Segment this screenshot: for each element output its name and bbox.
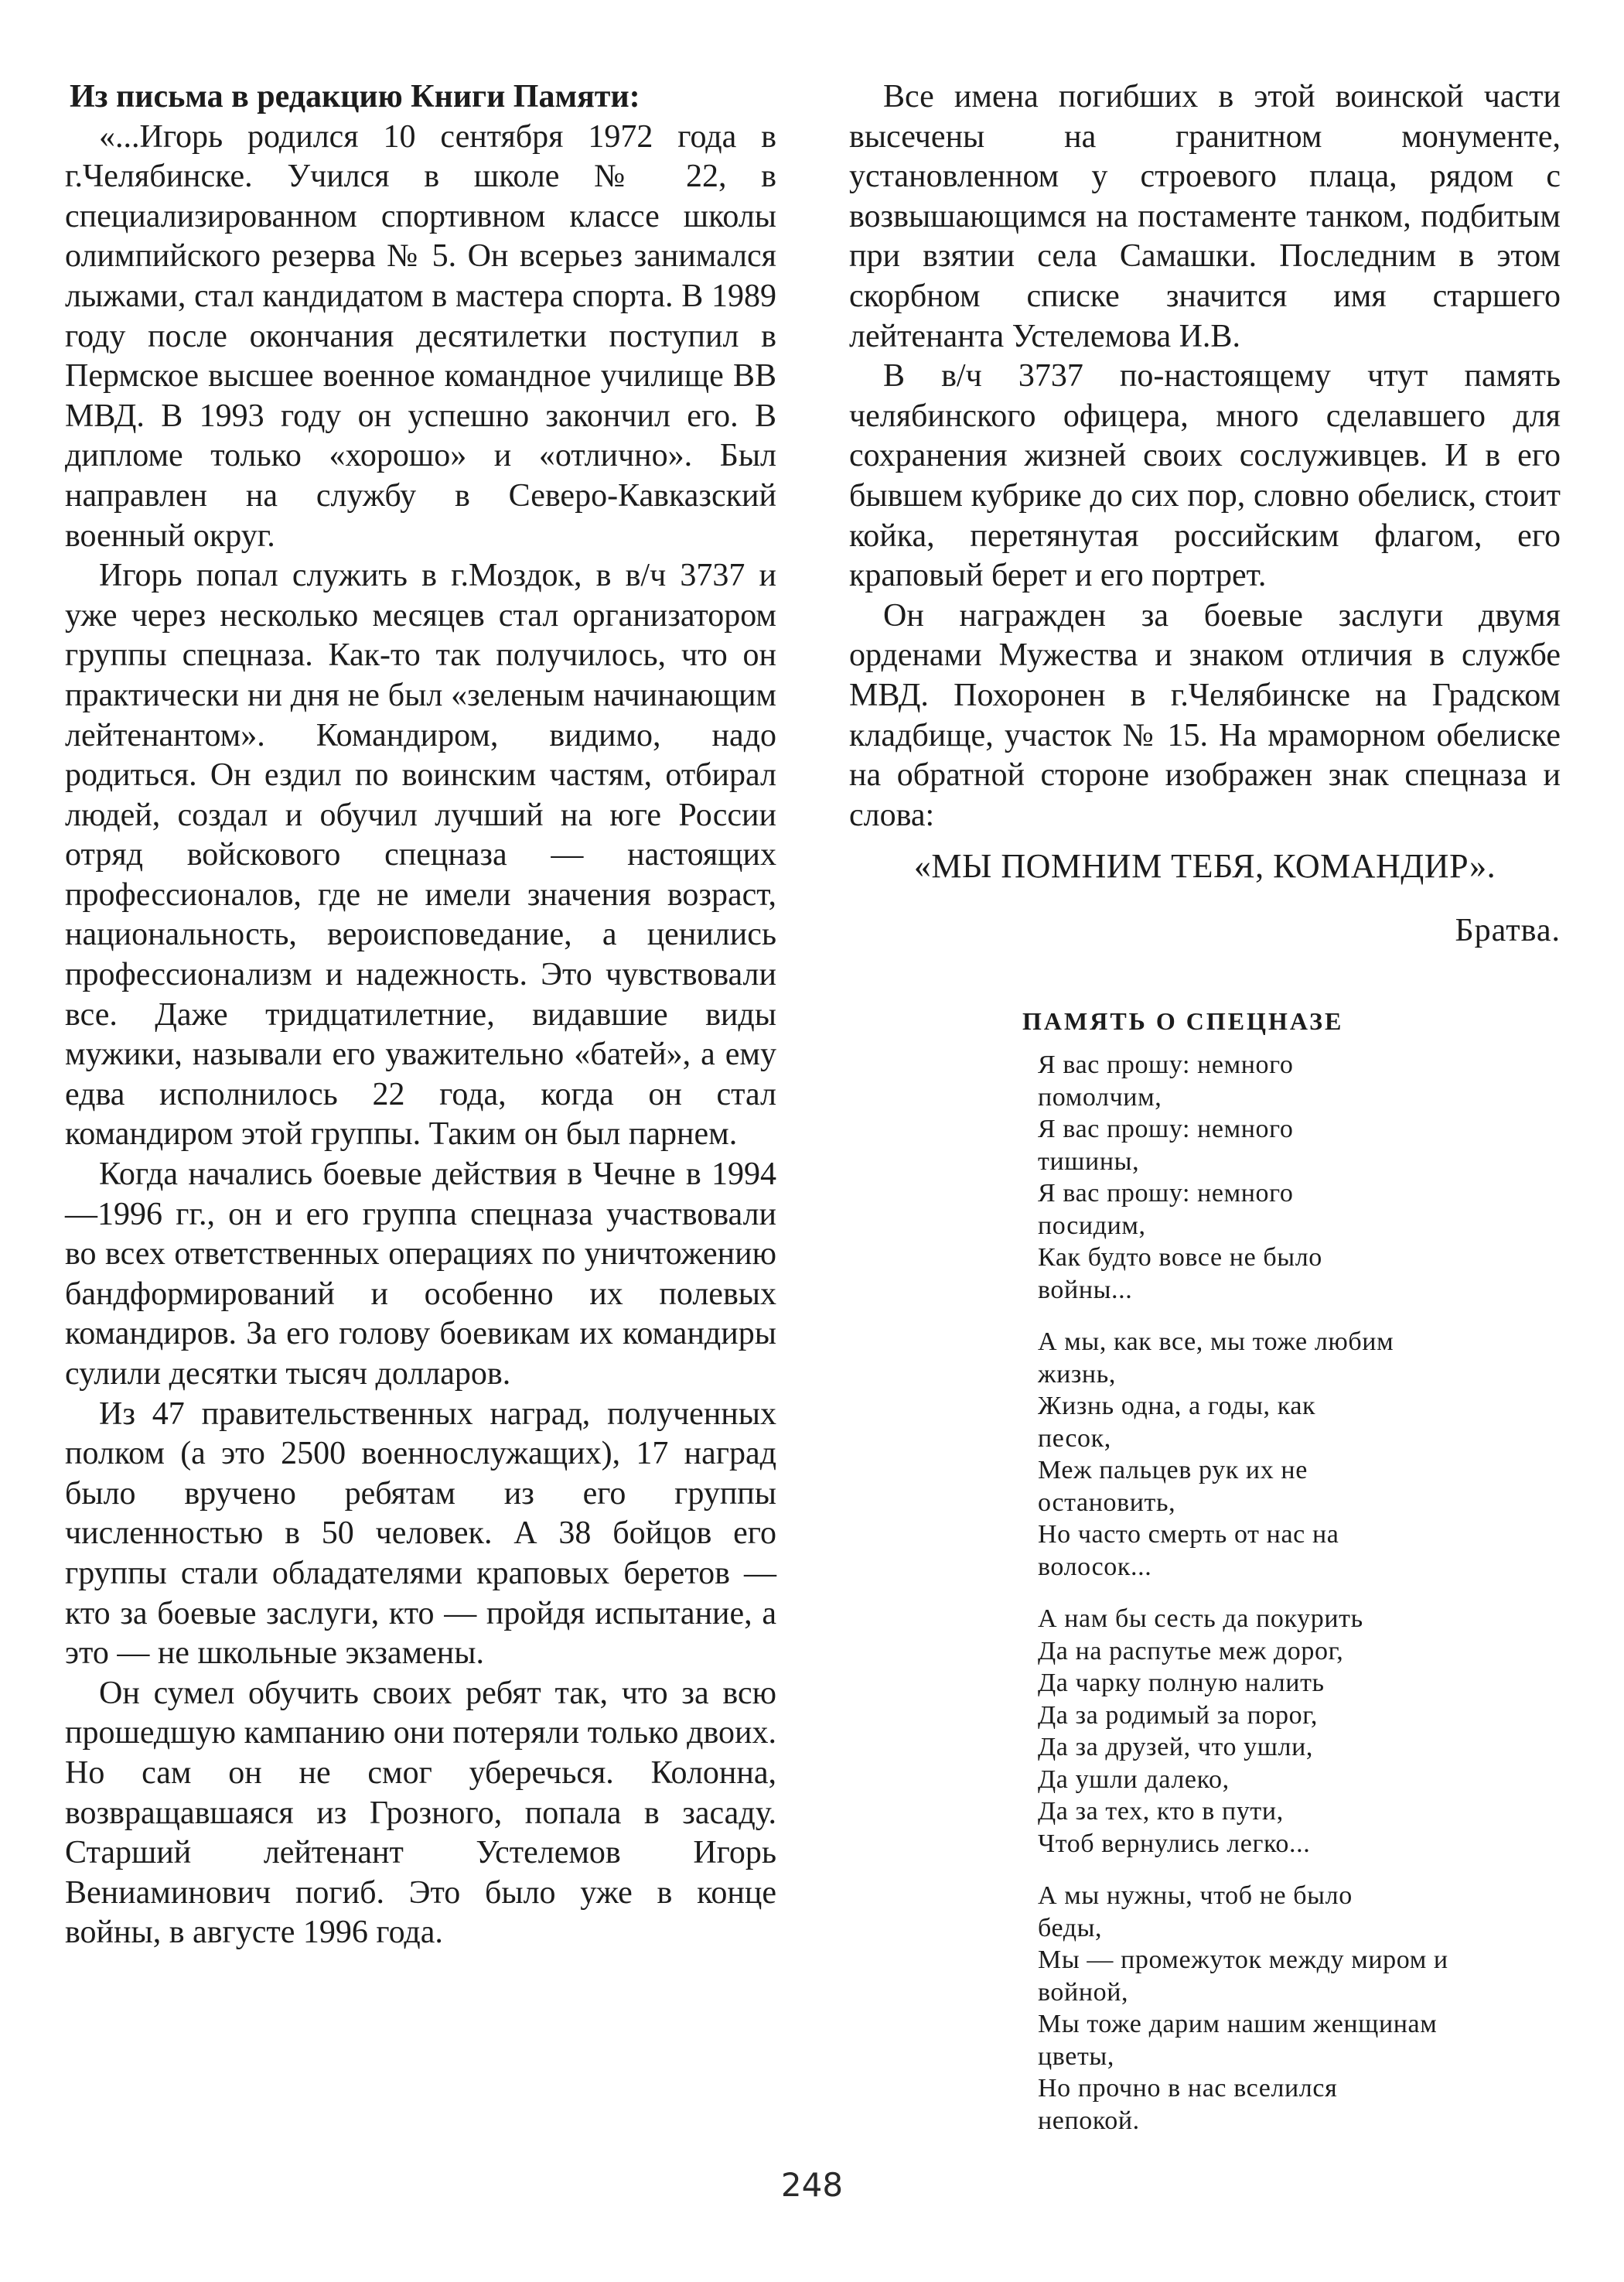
poem-line: цветы,	[1038, 2041, 1114, 2071]
poem-line: помолчим,	[1038, 1082, 1162, 1112]
poem-line: войной,	[1038, 1977, 1129, 2007]
page-number: 248	[780, 2166, 844, 2204]
poem-line: Но часто смерть от нас на	[1038, 1520, 1339, 1549]
poem-line: Мы тоже дарим нашим женщинам	[1038, 2010, 1438, 2038]
paragraph: Из 47 правительственных наград, полученных полком (а это 2500 военнослужащих), 17 наград было вручено ребятам из его группы численностью в 50 человек. А 38 бойцов его группы стали обладателями краповых беретов — кто за боевые заслуги, кто — пройдя испытание, а это — не школьные экзамены.	[65, 1396, 776, 1672]
poem-line: А мы нужны, чтоб не было	[1038, 1881, 1353, 1910]
paragraph: Он сумел обучить своих ребят так, что за всю прошедшую кампанию они потеряли только двоих. Но сам он не смог уберечься. Колонна, возвращавшаяся из Грозного, попала в засаду. Старший лейтенант Устелемов Игорь Вениаминович погиб. Это было уже в конце войны, в августе 1996 года.	[65, 1675, 776, 1951]
right-column	[849, 77, 1561, 950]
poem-line: А нам бы сесть да покурить	[1038, 1604, 1363, 1633]
obelisk-slogan: «МЫ ПОМНИМ ТЕБЯ, КОМАНДИР».	[913, 847, 1496, 886]
poem-line: Меж пальцев рук их не	[1038, 1456, 1308, 1484]
poem-line: волосок...	[1038, 1552, 1152, 1581]
paragraph: Игорь попал служить в г.Моздок, в в/ч 3737 и уже через несколько месяцев стал организатором группы спецназа. Как-то так получилось, что он практически ни дня не был «зеленым начинающим лейтенантом». Командиром, видимо, надо родиться. Он ездил по воинским частям, отбирал людей, создал и обучил лучший на юге России отряд войскового спецназа — настоящих профессионалов, где не имели значения возраст, национальность, вероисповедание, а ценились профессионализм и надежность. Это чувствовали все. Даже тридцатилетние, видавшие виды мужики, называли его уважительно «батей», а ему едва исполнилось 22 года, когда он стал командиром этой группы. Таким он был парнем.	[65, 558, 776, 1153]
poem-stanza	[1038, 1049, 1564, 1306]
poem-line: непокой.	[1038, 2106, 1140, 2135]
poem-line: Я вас прошу: немного	[1038, 1179, 1294, 1208]
paragraph: Все имена погибших в этой воинской части высечены на гранитном монументе, установленном у строевого плаца, рядом с возвышающимся на постаменте танком, подбитым при взятии села Самашки. Последним в этом скорбном списке значится имя старшего лейтенанта Устелемова И.В.	[849, 79, 1561, 354]
poem-line: Да чарку полную налить	[1038, 1669, 1325, 1697]
poem-line: войны...	[1038, 1275, 1133, 1304]
poem-stanza	[1038, 1603, 1564, 1860]
poem	[1022, 1006, 1564, 2157]
paragraph: «...Игорь родился 10 сентября 1972 года в г.Челябинске. Учился в школе № 22, в специализированном спортивном классе школы олимпийского резерва № 5. Он всерьез занимался лыжами, стал кандидатом в мастера спорта. В 1989 году после окончания десятилетки поступил в Пермское высшее военное командное училище ВВ МВД. В 1993 году он успешно закончил его. В дипломе только «хорошо» и «отлично». Был направлен на службу в Северо-Кавказский военный округ.	[65, 118, 776, 554]
poem-line: тишины,	[1038, 1146, 1140, 1176]
poem-line: жизнь,	[1038, 1359, 1116, 1389]
poem-stanza	[1038, 1326, 1564, 1583]
poem-line: Да за родимый за порог,	[1038, 1700, 1319, 1730]
poem-line: Чтоб вернулись легко...	[1038, 1829, 1311, 1858]
poem-line: беды,	[1038, 1913, 1103, 1942]
poem-line: посидим,	[1038, 1211, 1146, 1240]
paragraph: Он награжден за боевые заслуги двумя орденами Мужества и знаком отличия в службе МВД. Похоронен в г.Челябинске на Градском кладбище, участок № 15. На мраморном обелиске на обратной стороне изображен знак спецназа и слова:	[849, 597, 1561, 833]
letter-heading: Из письма в редакцию Книги Памяти:	[70, 79, 640, 114]
poem-line: Я вас прошу: немного	[1038, 1050, 1294, 1079]
poem-line: А мы, как все, мы тоже любим	[1038, 1327, 1394, 1356]
poem-line: Как будто вовсе не было	[1038, 1243, 1322, 1272]
poem-line: Да за друзей, что ушли,	[1038, 1733, 1314, 1761]
poem-line: остановить,	[1038, 1488, 1176, 1517]
poem-line: Мы — промежуток между миром и	[1038, 1946, 1448, 1974]
poem-line: Да на распутье меж дорог,	[1038, 1636, 1344, 1665]
paragraph: В в/ч 3737 по-настоящему чтут память челябинского офицера, много сделавшего для сохранения жизней своих сослуживцев. И в его бывшем кубрике до сих пор, словно обелиск, стоит койка, перетянутая российским флагом, его краповый берет и его портрет.	[849, 358, 1561, 594]
poem-line: Жизнь одна, а годы, как	[1038, 1392, 1316, 1420]
poem-line: Да ушли далеко,	[1038, 1764, 1230, 1794]
signature: Братва.	[1455, 913, 1561, 949]
poem-line: Но прочно в нас вселился	[1038, 2074, 1338, 2103]
poem-title: ПАМЯТЬ О СПЕЦНАЗЕ	[1022, 1007, 1344, 1035]
left-column	[65, 77, 776, 1953]
poem-line: Да за тех, кто в пути,	[1038, 1797, 1284, 1826]
paragraph: Когда начались боевые действия в Чечне в 1994—1996 гг., он и его группа спецназа участвовали во всех ответственных операциях по уничтожению бандформирований и особенно их полевых командиров. За его голову боевикам их командиры сулили десятки тысяч долларов.	[65, 1156, 776, 1392]
poem-line: Я вас прошу: немного	[1038, 1115, 1294, 1143]
poem-stanza	[1038, 1880, 1564, 2137]
poem-line: песок,	[1038, 1423, 1111, 1453]
